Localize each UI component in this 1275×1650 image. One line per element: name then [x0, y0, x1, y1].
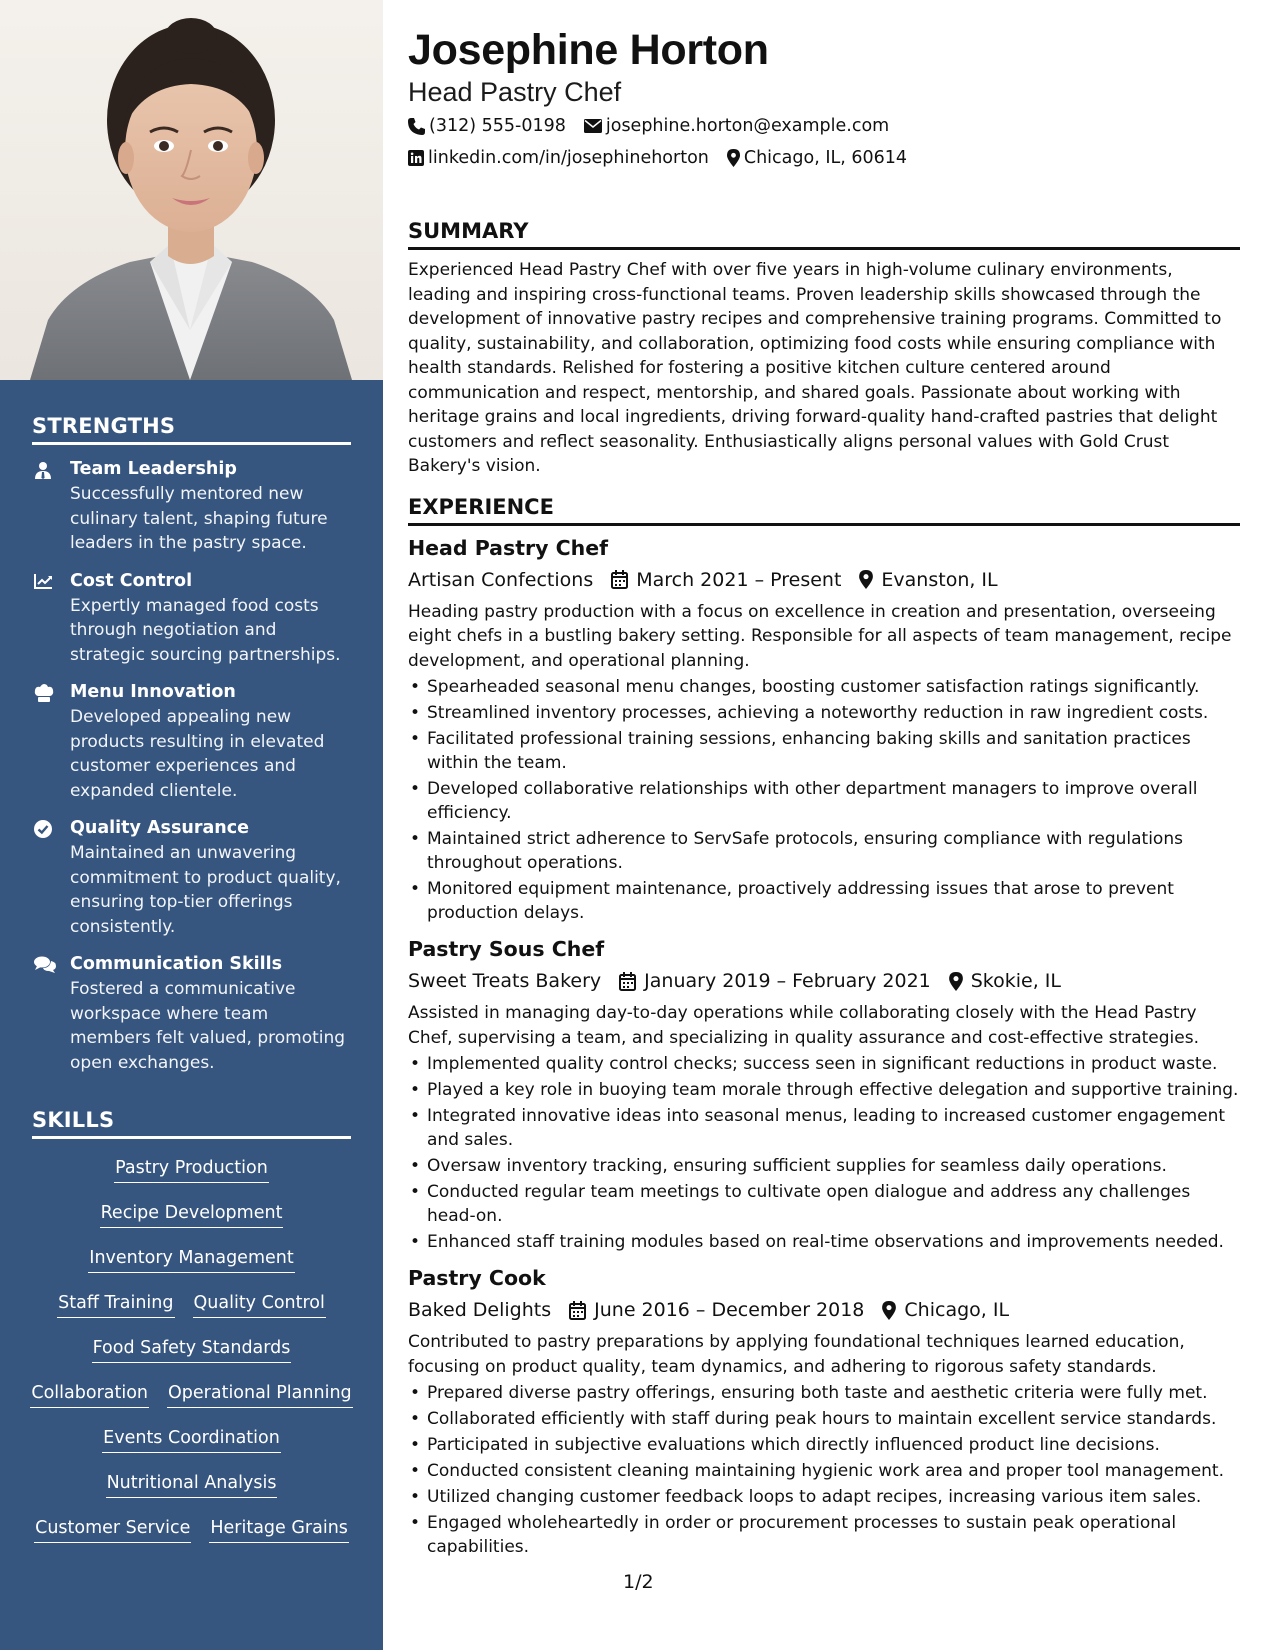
bullet-item: • Participated in subjective evaluations which directly influenced product line decisions.	[408, 1433, 1240, 1457]
phone-icon	[408, 118, 425, 135]
bullet-item: • Implemented quality control checks; success seen in significant reductions in product waste.	[408, 1052, 1240, 1076]
job-description: Heading pastry production with a focus on excellence in creation and presentation, overseeing eight chefs in a bustling bakery setting. Responsible for all aspects of team management, recipe development, and operational planning.	[408, 601, 1232, 671]
strength-title: Team Leadership	[70, 459, 237, 479]
strength-item	[32, 816, 351, 939]
user-tie-icon	[32, 457, 70, 556]
skill-row	[32, 1515, 351, 1560]
strength-item	[32, 457, 351, 556]
envelope-icon	[584, 119, 602, 133]
job-company: Sweet Treats Bakery	[408, 970, 602, 992]
bullet-item: • Utilized changing customer feedback loops to adapt recipes, increasing various item sales.	[408, 1485, 1240, 1509]
strengths-heading: STRENGTHS	[32, 380, 351, 445]
bullet-item: • Maintained strict adherence to ServSafe protocols, ensuring compliance with regulations throughout operations.	[408, 827, 1240, 875]
job-title: Pastry Sous Chef	[408, 937, 605, 961]
job-company: Baked Delights	[408, 1299, 552, 1321]
job-description: Assisted in managing day-to-day operations while collaborating closely with the Head Pastry Chef, supervising a team, and specializing in quality assurance and cost-effective strategies.	[408, 1003, 1199, 1048]
bullet-item: • Streamlined inventory processes, achieving a noteworthy reduction in raw ingredient costs.	[408, 701, 1240, 725]
bullet-item: • Played a key role in buoying team morale through effective delegation and supportive training.	[408, 1078, 1240, 1102]
job-dates-text: January 2019 – February 2021	[644, 970, 931, 992]
location-text: Chicago, IL, 60614	[743, 148, 908, 168]
skill-tag: Collaboration	[30, 1380, 149, 1408]
bullet-item: • Monitored equipment maintenance, proactively addressing issues that arose to prevent production delays.	[408, 877, 1240, 925]
job-meta	[408, 966, 1240, 996]
job-location	[949, 966, 1061, 996]
job-company: Artisan Confections	[408, 568, 594, 591]
map-pin-icon	[882, 1301, 896, 1320]
bullet-item: • Developed collaborative relationships with other department managers to improve overall efficiency.	[408, 777, 1240, 825]
candidate-name: Josephine Horton	[408, 26, 769, 74]
skill-tag: Customer Service	[34, 1515, 191, 1543]
bullet-item: • Oversaw inventory tracking, ensuring sufficient supplies for seamless daily operations.	[408, 1154, 1240, 1178]
job-location-text: Chicago, IL	[904, 1299, 1010, 1321]
strength-title: Quality Assurance	[70, 818, 249, 838]
summary-heading: SUMMARY	[408, 218, 1240, 250]
bullet-item: • Prepared diverse pastry offerings, ensuring both taste and aesthetic criteria were fully met.	[408, 1381, 1240, 1405]
job-entry	[408, 1264, 1240, 1559]
map-pin-icon	[727, 149, 740, 167]
portrait-photo	[0, 0, 383, 380]
strength-desc: Maintained an unwavering commitment to product quality, ensuring top-tier offerings consistently.	[70, 843, 341, 937]
strength-item	[32, 569, 351, 668]
job-dates-text: June 2016 – December 2018	[594, 1299, 865, 1321]
main-content	[408, 0, 1240, 1569]
skill-tag: Food Safety Standards	[92, 1335, 292, 1363]
job-dates	[619, 966, 931, 996]
profile-photo	[0, 0, 383, 380]
comments-icon	[32, 952, 70, 1075]
skills-heading: SKILLS	[32, 1088, 351, 1139]
bullet-item: • Spearheaded seasonal menu changes, boosting customer satisfaction ratings significantly.	[408, 675, 1240, 699]
job-bullets	[408, 1381, 1240, 1559]
contact-row	[408, 114, 1240, 138]
map-pin-icon	[949, 972, 963, 991]
strength-title: Communication Skills	[70, 954, 283, 974]
skill-tag: Nutritional Analysis	[106, 1470, 278, 1498]
skill-row	[32, 1335, 351, 1380]
strength-desc: Fostered a communicative workspace where team members felt valued, promoting open exchanges.	[70, 979, 346, 1073]
chef-hat-icon	[32, 680, 70, 803]
candidate-title: Head Pastry Chef	[408, 77, 622, 107]
calendar-icon	[619, 972, 636, 991]
skill-row	[32, 1380, 351, 1425]
bullet-item: • Facilitated professional training sessions, enhancing baking skills and sanitation practices within the team.	[408, 727, 1240, 775]
job-title: Pastry Cook	[408, 1266, 546, 1290]
job-dates	[611, 565, 841, 595]
strengths-list	[32, 445, 351, 1075]
phone-contact[interactable]	[408, 114, 566, 138]
strength-title: Cost Control	[70, 570, 193, 591]
email-contact[interactable]	[584, 114, 889, 138]
bullet-item: • Conducted consistent cleaning maintaining hygienic work area and proper tool management.	[408, 1459, 1240, 1483]
job-location	[859, 565, 997, 595]
strength-desc: Developed appealing new products resulting in elevated customer experiences and expanded clientele.	[70, 707, 325, 801]
skill-row	[32, 1200, 351, 1245]
skill-tag: Inventory Management	[88, 1245, 294, 1273]
job-meta	[408, 565, 1240, 595]
strength-desc: Successfully mentored new culinary talent, shaping future leaders in the pastry space.	[70, 484, 328, 553]
job-location-text: Evanston, IL	[881, 568, 998, 591]
location-contact	[727, 146, 907, 170]
bullet-item: • Enhanced staff training modules based on real-time observations and improvements needed.	[408, 1230, 1240, 1254]
linkedin-contact[interactable]	[408, 146, 709, 170]
skill-row	[32, 1290, 351, 1335]
job-description: Contributed to pastry preparations by applying foundational techniques learned education, focusing on product quality, team dynamics, and adhering to rigorous safety standards.	[408, 1332, 1185, 1377]
strength-item	[32, 952, 351, 1075]
skill-tag: Quality Control	[193, 1290, 326, 1318]
bullet-item: • Collaborated efficiently with staff during peak hours to maintain excellent service standards.	[408, 1407, 1240, 1431]
skill-row	[32, 1245, 351, 1290]
job-entry	[408, 534, 1240, 926]
skill-row	[32, 1470, 351, 1515]
calendar-icon	[569, 1301, 586, 1320]
job-location	[882, 1295, 1009, 1325]
skills-list	[32, 1139, 351, 1560]
experience-heading: EXPERIENCE	[408, 494, 1240, 526]
linkedin-icon	[408, 150, 424, 166]
job-dates-text: March 2021 – Present	[636, 568, 842, 591]
job-bullets	[408, 1052, 1240, 1254]
job-location-text: Skokie, IL	[970, 970, 1061, 992]
strength-item	[32, 680, 351, 803]
contact-row	[408, 146, 1240, 170]
skill-tag: Events Coordination	[102, 1425, 281, 1453]
strength-desc: Expertly managed food costs through negotiation and strategic sourcing partnerships.	[70, 595, 341, 665]
check-circle-icon	[32, 816, 70, 939]
chart-line-icon	[32, 569, 70, 668]
skill-row	[32, 1155, 351, 1200]
job-meta	[408, 1295, 1240, 1325]
bullet-item: • Integrated innovative ideas into seasonal menus, leading to increased customer engagement and sales.	[408, 1104, 1240, 1152]
job-bullets	[408, 675, 1240, 925]
skill-tag: Staff Training	[57, 1290, 174, 1318]
skill-tag: Recipe Development	[100, 1200, 284, 1228]
job-dates	[569, 1295, 864, 1325]
page-number: 1/2	[623, 1571, 654, 1593]
map-pin-icon	[859, 570, 873, 589]
skill-row	[32, 1425, 351, 1470]
summary-text: Experienced Head Pastry Chef with over five years in high-volume culinary environments, leading and inspiring cross-functional teams. Proven leadership skills showcased through the development of innovative pastry recipes and comprehensive training programs. Committed to quality, sustainability, and collaboration, optimizing food costs while ensuring compliance with health standards. Relished for fostering a positive kitchen culture centered around communication and respect, mentorship, and shared goals. Passionate about working with heritage grains and local ingredients, driving forward-quality hand-crafted pastries that delight customers and reflect seasonality. Enthusiastically aligns personal values with Gold Crust Bakery's vision.	[408, 260, 1222, 476]
calendar-icon	[611, 570, 628, 589]
email-text: josephine.horton@example.com	[605, 116, 890, 136]
bullet-item: • Engaged wholeheartedly in order or procurement processes to sustain peak operational capabilities.	[408, 1511, 1240, 1559]
linkedin-text: linkedin.com/in/josephinehorton	[428, 148, 709, 168]
bullet-item: • Conducted regular team meetings to cultivate open dialogue and address any challenges head-on.	[408, 1180, 1240, 1228]
sidebar	[0, 0, 383, 1650]
skill-tag: Pastry Production	[114, 1155, 269, 1183]
phone-text: (312) 555-0198	[429, 116, 566, 136]
strength-title: Menu Innovation	[70, 682, 236, 702]
skill-tag: Heritage Grains	[209, 1515, 349, 1543]
job-entry	[408, 935, 1240, 1254]
job-title: Head Pastry Chef	[408, 535, 609, 560]
skill-tag: Operational Planning	[167, 1380, 353, 1408]
